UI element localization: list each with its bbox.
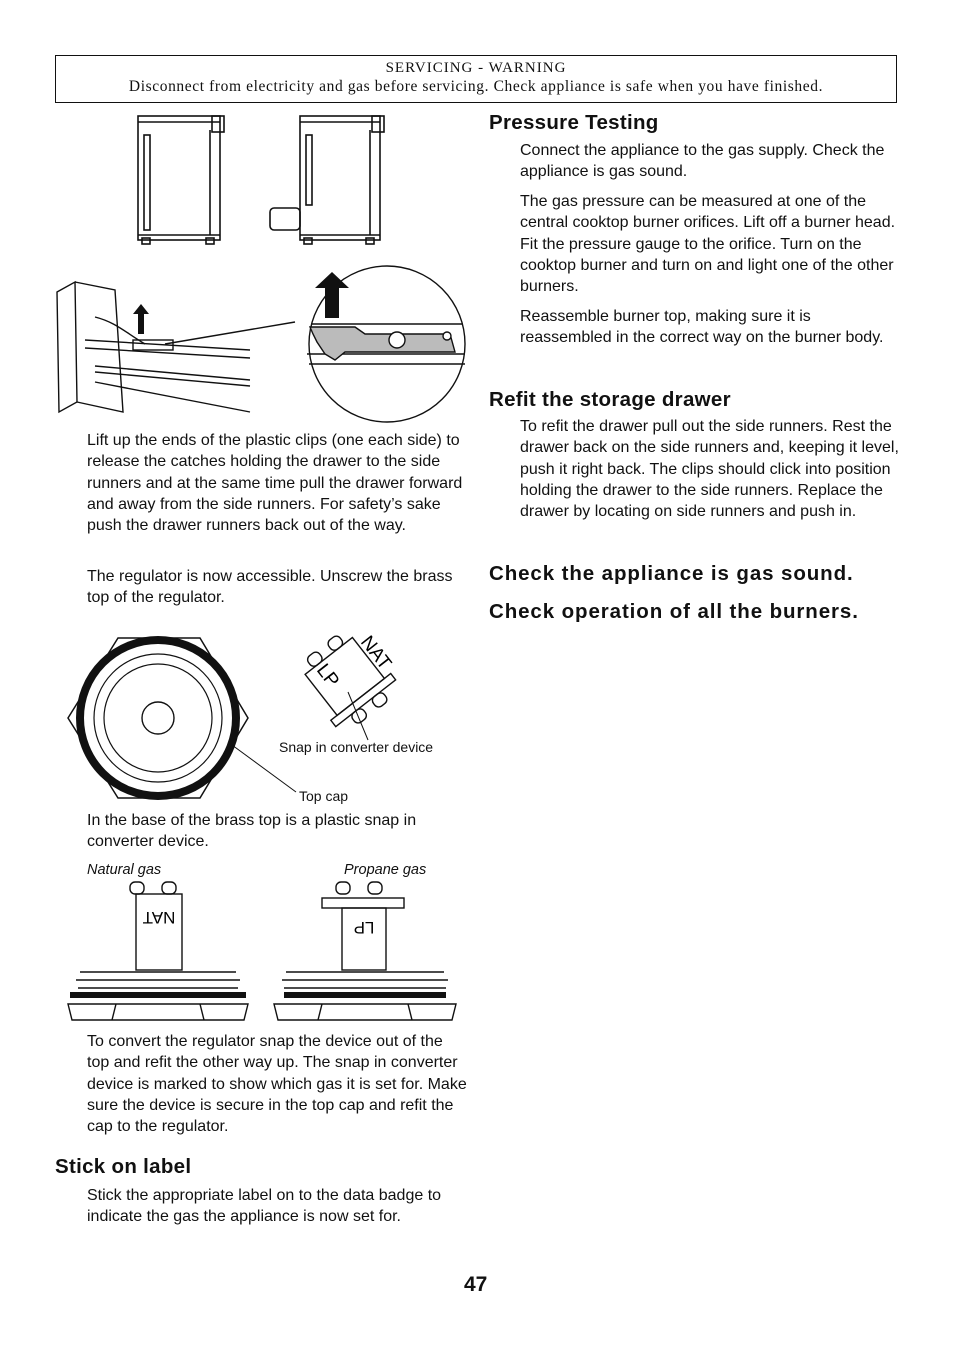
natural-gas-setting-illustration <box>66 880 250 1022</box>
propane-gas-lp-mark: LP <box>353 918 375 937</box>
check-gas-sound-heading: Check the appliance is gas sound. <box>489 562 854 585</box>
natural-gas-nat-mark: NAT <box>142 908 176 927</box>
pressure-testing-p3: Reassemble burner top, making sure it is reassembled in the correct way on the burner body. <box>520 308 884 347</box>
conversion-instructions: To convert the regulator snap the device out of the top and refit the other way up. The snap in converter device is marked to show which gas it is set for. Make sure the device is secure in the top cap and refit the cap to the regulator. <box>87 1033 467 1136</box>
pressure-testing-p1: Connect the appliance to the gas supply. Check the appliance is gas sound. <box>520 142 885 181</box>
refit-storage-drawer-heading: Refit the storage drawer <box>489 388 731 411</box>
propane-gas-label: Propane gas <box>344 862 427 878</box>
warning-text: Disconnect from electricity and gas before servicing. Check appliance is safe when you have finished. <box>128 78 824 95</box>
pressure-testing-p2: The gas pressure can be measured at one of the central cooktop burner orifices. Lift off a burner head. Fit the pressure gauge to the orifice. Turn on the cooktop burner and turn on and light one of the other burners. <box>520 193 896 296</box>
clip-instructions: Lift up the ends of the plastic clips (one each side) to release the catches holding the drawer to the side runners and at the same time pull the drawer forward and away from the side runners. For safety’s sake push the drawer runners back out of the way. <box>87 432 463 535</box>
pressure-testing-heading: Pressure Testing <box>489 111 659 134</box>
converter-description: In the base of the brass top is a plastic snap in converter device. <box>87 812 417 851</box>
propane-gas-setting-illustration <box>272 880 458 1022</box>
snap-device-lp-mark: LP <box>312 660 343 692</box>
stick-on-label-text: Stick the appropriate label on to the data badge to indicate the gas the appliance is now set for. <box>87 1187 442 1226</box>
check-burners-heading: Check operation of all the burners. <box>489 600 859 623</box>
regulator-instructions: The regulator is now accessible. Unscrew the brass top of the regulator. <box>87 568 453 607</box>
refit-storage-drawer-text: To refit the drawer pull out the side runners. Rest the drawer back on the side runners and, keeping it level, push it right back. The clips should click into position holding the drawer to the side runners. Replace the drawer by locating on side runners and push in. <box>520 418 899 521</box>
snap-device-nat-mark: NAT <box>356 632 396 674</box>
natural-gas-label: Natural gas <box>87 862 162 878</box>
warning-title: SERVICING - WARNING <box>385 60 567 76</box>
top-cap-label: Top cap <box>299 788 349 804</box>
page-number: 47 <box>464 1273 488 1296</box>
snap-in-converter-label: Snap in converter device <box>279 739 434 755</box>
stick-on-label-heading: Stick on label <box>55 1155 192 1178</box>
